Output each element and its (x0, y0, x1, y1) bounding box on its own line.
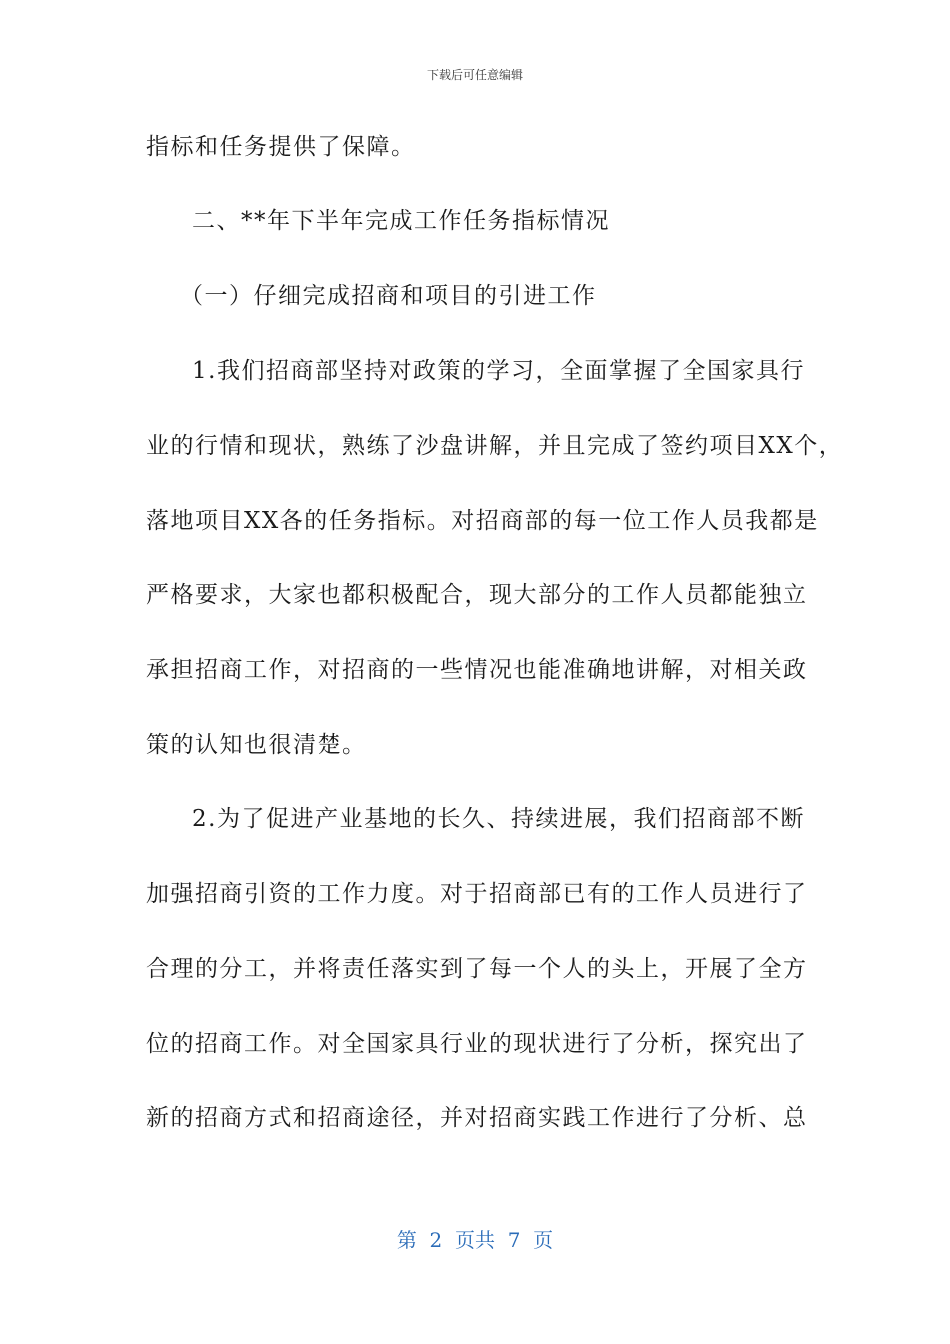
body-line: 严格要求，大家也都积极配合，现大部分的工作人员都能独立 (146, 582, 808, 608)
body-line: 业的行情和现状，熟练了沙盘讲解，并且完成了签约项目XX个， (146, 433, 844, 459)
body-line: 落地项目XX各的任务指标。对招商部的每一位工作人员我都是 (146, 508, 819, 534)
body-line: 位的招商工作。对全国家具行业的现状进行了分析，探究出了 (146, 1031, 808, 1057)
body-line: 合理的分工，并将责任落实到了每一个人的头上，开展了全方 (146, 956, 808, 982)
body-line: 新的招商方式和招商途径，并对招商实践工作进行了分析、总 (146, 1105, 808, 1131)
section-heading: 二、**年下半年完成工作任务指标情况 (192, 208, 610, 234)
body-line: 1.我们招商部坚持对政策的学习，全面掌握了全国家具行 (192, 358, 805, 384)
body-line: 加强招商引资的工作力度。对于招商部已有的工作人员进行了 (146, 881, 808, 907)
subsection-heading: （一）仔细完成招商和项目的引进工作 (180, 283, 597, 309)
page-header: 下载后可任意编辑 (426, 68, 523, 82)
body-line: 指标和任务提供了保障。 (146, 134, 416, 160)
body-line: 承担招商工作，对招商的一些情况也能准确地讲解，对相关政 (146, 657, 808, 683)
page-footer: 第 2 页共 7 页 (396, 1228, 554, 1252)
body-line: 2.为了促进产业基地的长久、持续进展，我们招商部不断 (192, 806, 805, 832)
body-line: 策的认知也很清楚。 (146, 732, 367, 758)
